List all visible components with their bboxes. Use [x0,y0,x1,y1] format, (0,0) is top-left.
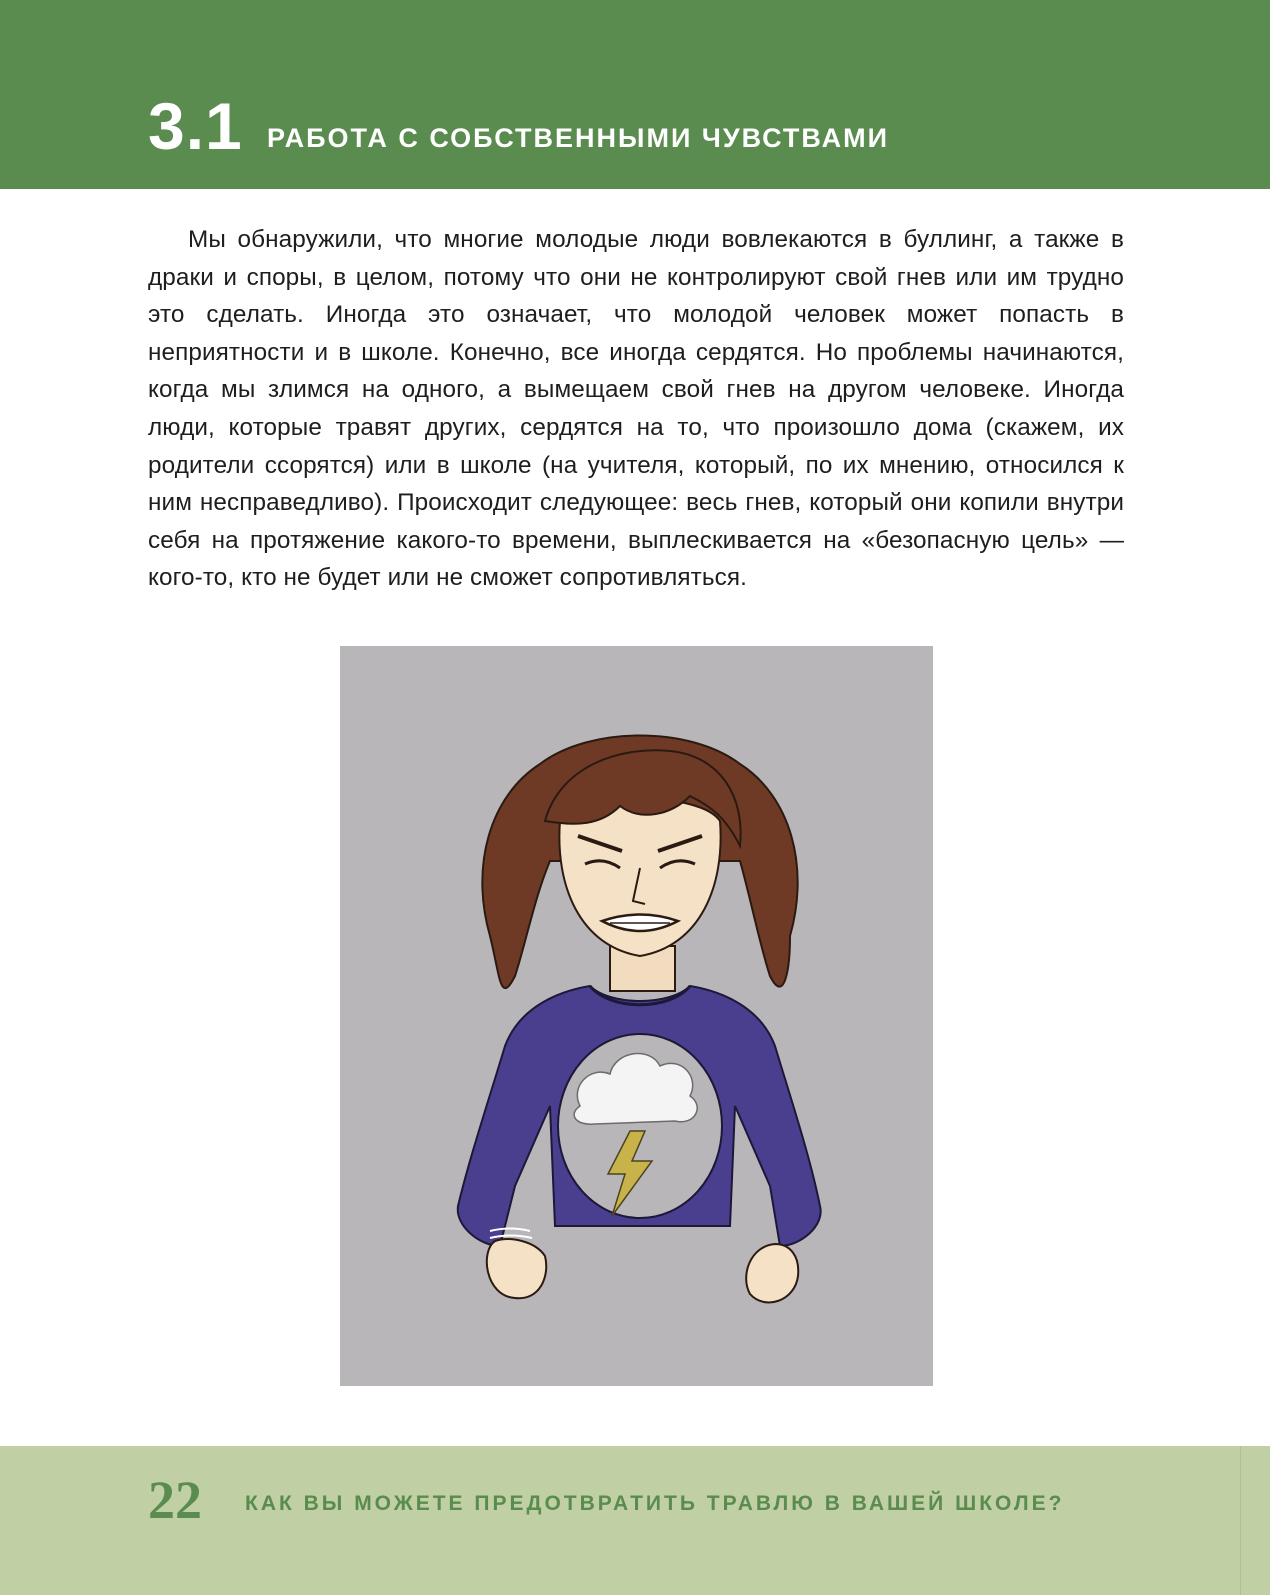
angry-girl-illustration [340,646,933,1386]
running-book-title: КАК ВЫ МОЖЕТЕ ПРЕДОТВРАТИТЬ ТРАВЛЮ В ВАШЕЙ ШКОЛЕ? [245,1492,1065,1515]
body-paragraph: Мы обнаружили, что многие молодые люди вовлекаются в буллинг, а также в драки и споры, в целом, потому что они не контролируют свой гнев или им трудно это сделать. Иногда это означает, что молодой человек может попасть в неприятности и в школе. Конечно, все иногда сердятся. Но проблемы начинаются, когда мы злимся на одного, а вымещаем свой гнев на другом человеке. Иногда люди, которые травят других, сердятся на то, что произошло дома (скажем, их родители ссорятся) или в школе (на учителя, который, по их мнению, относился к ним несправедливо). Происходит следующее: весь гнев, который они копили внутри себя на протяжение какого-то времени, выплескивается на «безопасную цель» — кого-то, кто не будет или не сможет сопротивляться. [148,226,1124,592]
footer-edge-divider [1240,1446,1241,1595]
page-footer [0,1446,1270,1595]
chapter-number: 3.1 [148,89,243,163]
chapter-title: РАБОТА С СОБСТВЕННЫМИ ЧУВСТВАМИ [267,123,889,153]
chapter-header [0,0,1270,189]
page-number: 22 [148,1470,202,1530]
illustration-drawing [340,646,933,1386]
